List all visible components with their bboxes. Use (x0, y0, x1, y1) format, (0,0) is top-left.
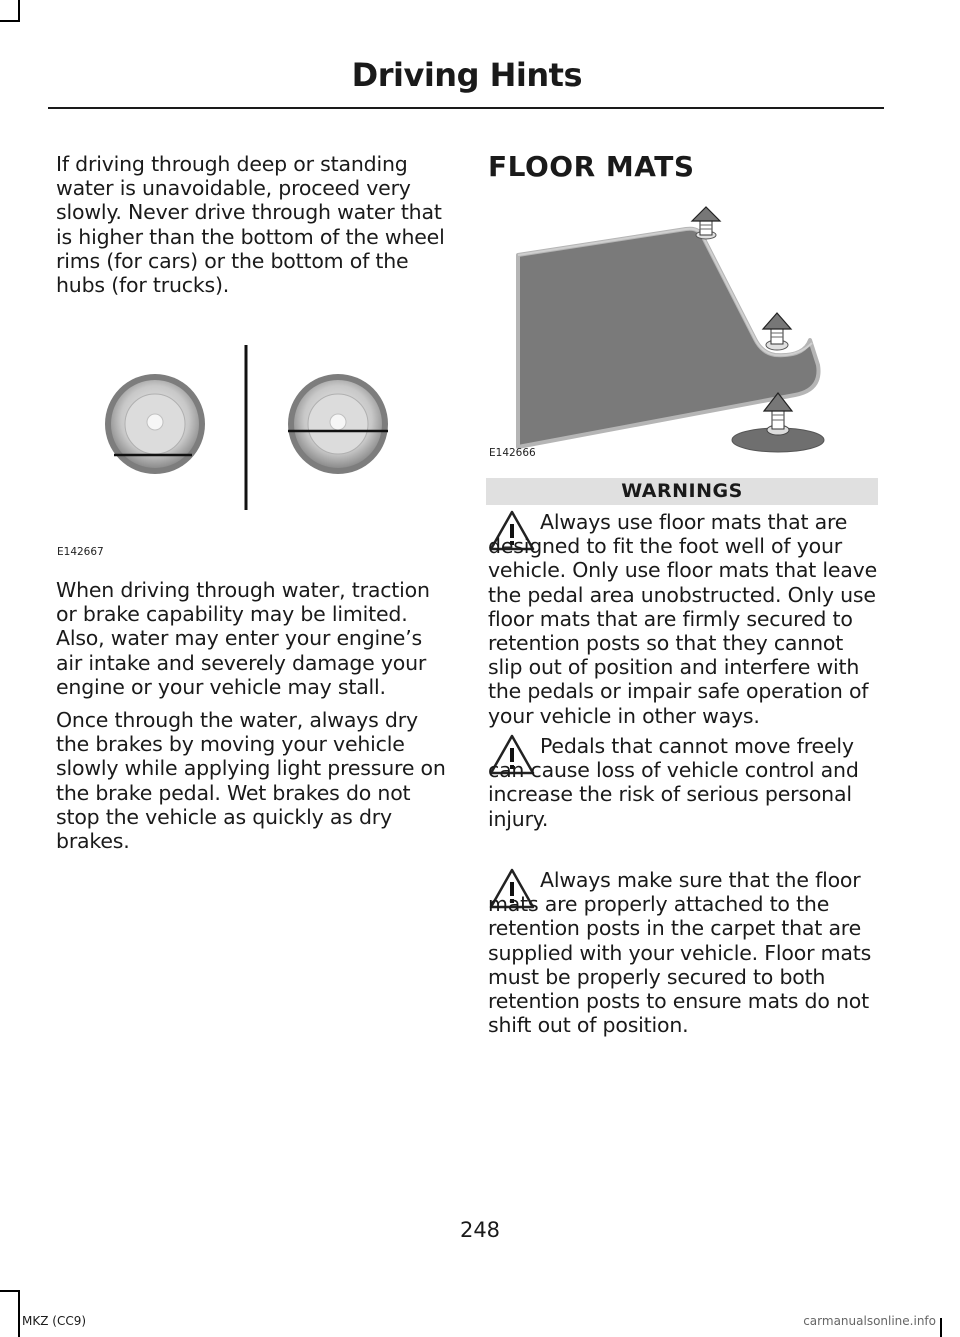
crop-mark (940, 1318, 942, 1337)
page-number: 248 (459, 1218, 501, 1242)
crop-mark (18, 0, 20, 22)
header-divider (48, 107, 884, 109)
model-code: MKZ (CC9) (22, 1314, 87, 1328)
wheel-icon (105, 374, 205, 474)
water-warning-paragraph: If driving through deep or standing water is unavoidable, proceed very slowly. Never drive through water that is higher than the bottom of the wheel rims (for cars) or the bottom of the hubs (for trucks). (56, 152, 445, 298)
watermark: carmanualsonline.info (803, 1314, 936, 1328)
crop-mark (18, 1290, 20, 1337)
traction-paragraph: When driving through water, traction or brake capability may be limited. Also, water may enter your engine’s air intake and severely damage your engine or your vehicle may stall. (56, 578, 430, 699)
warning-text: Always use floor mats that are designed to fit the foot well of your vehicle. Only use floor mats that leave the pedal area unobstructed. Only use floor mats that are firmly secured to retention posts so that they cannot slip out of position and interfere with the pedals or impair safe operation of your vehicle in other ways. (488, 510, 877, 728)
figure-label: E142667 (57, 546, 104, 558)
crop-mark (0, 1290, 20, 1292)
page-header-title: Driving Hints (351, 56, 582, 94)
crop-mark (0, 20, 20, 22)
section-heading: FLOOR MATS (488, 150, 695, 183)
retention-post-icon (763, 313, 791, 350)
wheel-icon (288, 374, 388, 474)
dry-brakes-paragraph: Once through the water, always dry the brakes by moving your vehicle slowly while applying light pressure on the brake pedal. Wet brakes do not stop the vehicle as quickly as dry brakes. (56, 708, 446, 854)
floor-mat-illustration (500, 205, 860, 465)
figure-label: E142666 (489, 447, 536, 459)
warnings-header: WARNINGS (486, 478, 878, 505)
warning-text: Always make sure that the floor mats are properly attached to the retention posts in the carpet that are supplied with your vehicle. Floor mats must be properly secured to both retention posts to ensure mats do not shift out of position. (488, 868, 872, 1038)
wheel-water-level-illustration (96, 340, 406, 520)
warning-text: Pedals that cannot move freely can cause loss of vehicle control and increase the risk of serious personal injury. (488, 734, 859, 831)
retention-post-icon (692, 207, 720, 239)
